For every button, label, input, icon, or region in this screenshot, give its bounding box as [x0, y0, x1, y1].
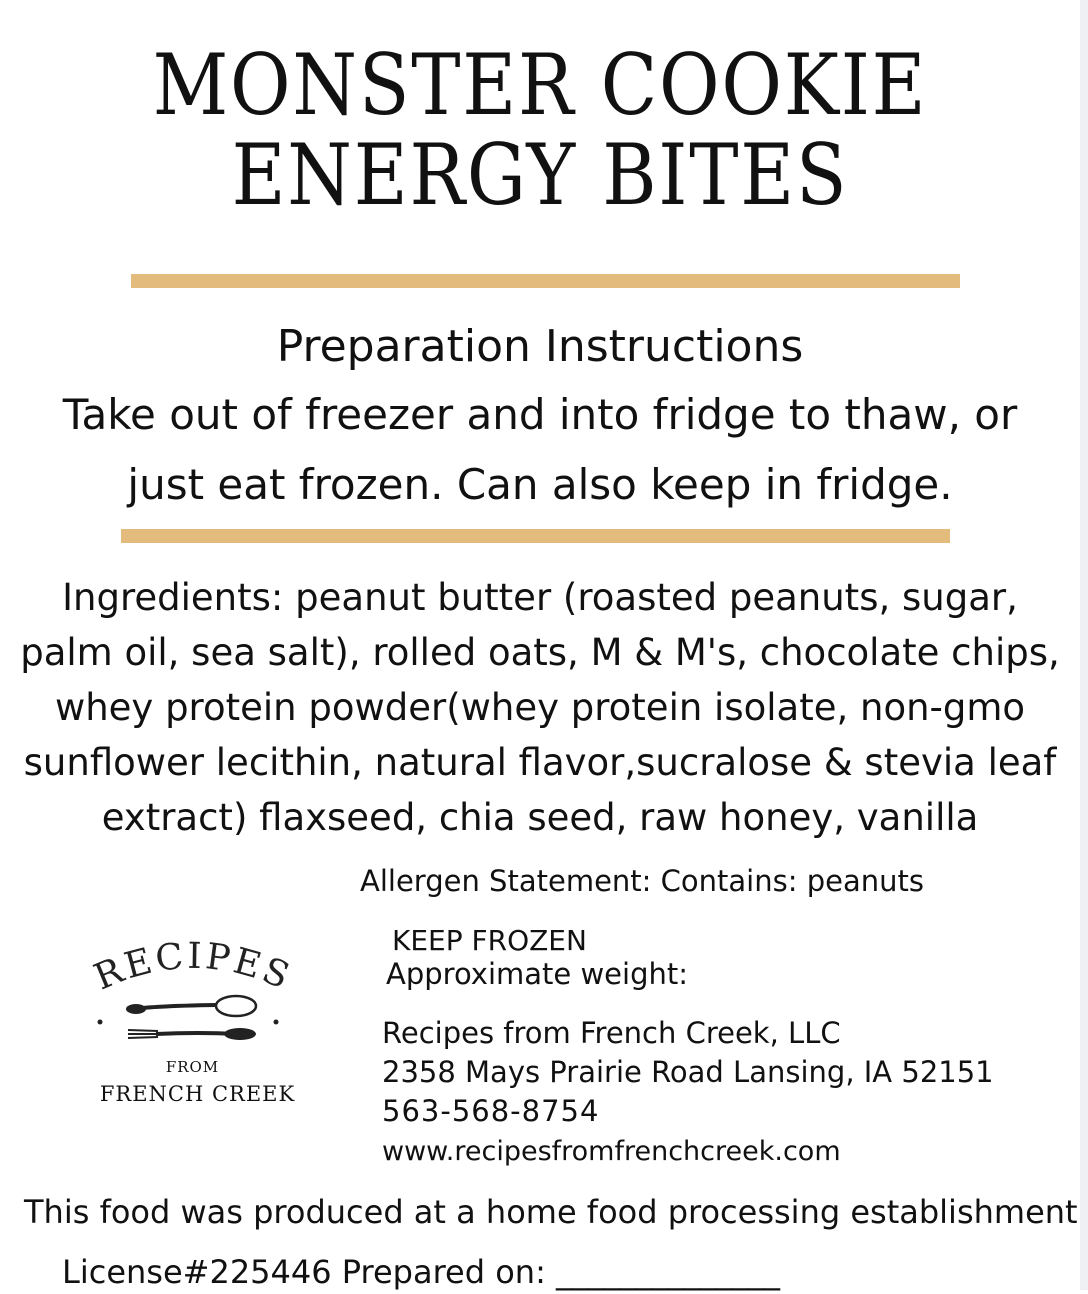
ingredients-line-5: extract) flaxseed, chia seed, raw honey, vanilla: [101, 796, 979, 839]
title-line-2: ENERGY BITES: [231, 126, 849, 224]
company-address: 2358 Mays Prairie Road Lansing, IA 52151: [382, 1055, 994, 1089]
allergen-statement: Allergen Statement: Contains: peanuts: [360, 864, 924, 898]
ingredients-line-3: whey protein powder(whey protein isolate, non-gmo: [54, 686, 1026, 729]
preparation-line-1: Take out of freezer and into fridge to thaw, or: [62, 390, 1018, 439]
preparation-heading: Preparation Instructions: [276, 321, 804, 372]
company-name: Recipes from French Creek, LLC: [382, 1016, 841, 1050]
title-line-1: MONSTER COOKIE: [152, 36, 928, 134]
logo-top-text: RECIPES: [88, 935, 298, 995]
ingredients-line-1: Ingredients: peanut butter (roasted peanuts, sugar,: [62, 576, 1018, 619]
page-edge: [1080, 0, 1088, 1290]
footer-license: License#225446 Prepared on: ______________: [62, 1253, 781, 1291]
storage-instruction: KEEP FROZEN: [392, 924, 587, 957]
footer-establishment: This food was produced at a home food processing establishment: [24, 1193, 1078, 1231]
utensils-icon: [88, 990, 298, 1060]
logo-bottom-text: FRENCH CREEK: [99, 1082, 296, 1106]
divider-bottom: [121, 529, 950, 543]
svg-text:RECIPES: [88, 936, 297, 995]
company-website: www.recipesfromfrenchcreek.com: [382, 1136, 841, 1167]
ingredients-line-4: sunflower lecithin, natural flavor,sucralose & stevia leaf: [23, 741, 1057, 784]
ingredients-line-2: palm oil, sea salt), rolled oats, M & M's, chocolate chips,: [20, 631, 1060, 674]
company-phone: 563-568-8754: [382, 1094, 600, 1128]
divider-top: [131, 274, 960, 288]
approximate-weight: Approximate weight:: [386, 957, 689, 991]
logo-from-text: FROM: [165, 1058, 220, 1076]
preparation-line-2: just eat frozen. Can also keep in fridge.: [127, 460, 953, 509]
logo-wordmark-top: [88, 935, 298, 995]
